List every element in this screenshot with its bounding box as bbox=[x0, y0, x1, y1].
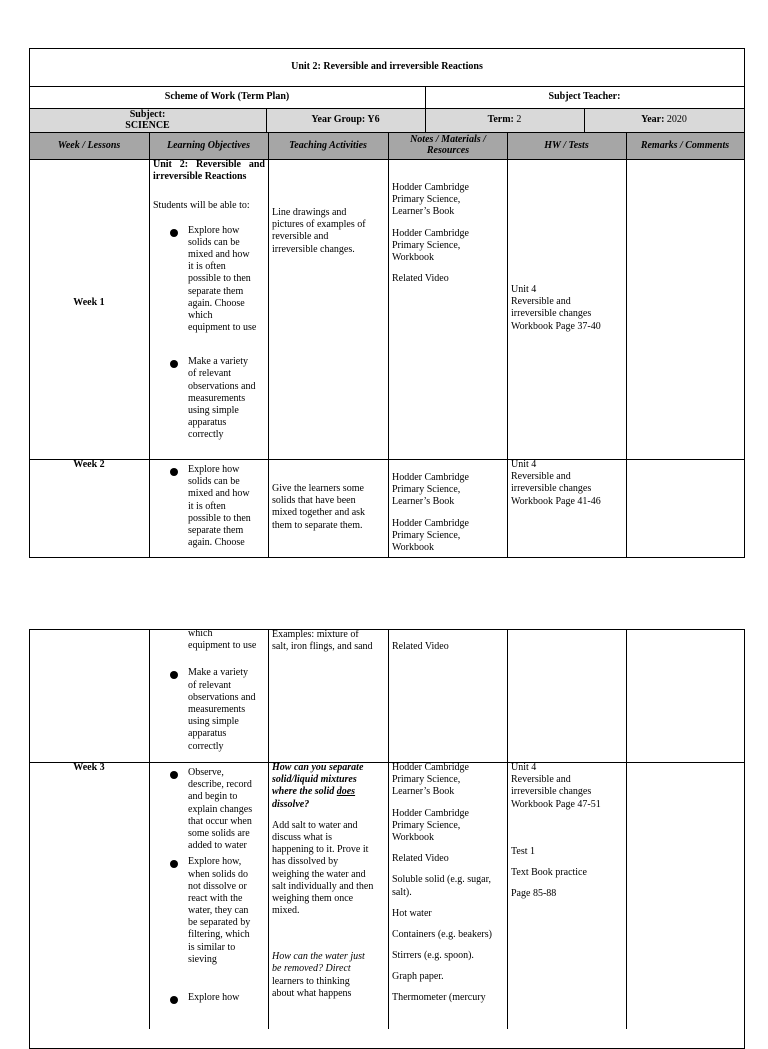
bullet-icon bbox=[170, 229, 178, 237]
test-label: Test 1 bbox=[511, 845, 536, 857]
row-rule bbox=[29, 86, 744, 87]
subject-teacher-label: Subject Teacher: bbox=[548, 91, 621, 102]
table-border bbox=[29, 629, 745, 1049]
col-rule bbox=[149, 629, 150, 1029]
scheme-label: Scheme of Work (Term Plan) bbox=[164, 91, 290, 102]
week-3-label: Week 3 bbox=[73, 762, 105, 773]
objective-bullet: Explore how solids can be mixed and how it is often possible to then separate them again. Choose bbox=[153, 464, 265, 549]
week-2-objectives-continued bbox=[153, 628, 265, 753]
term-cell: Term: 2 bbox=[487, 114, 522, 125]
activity-question-2: How can the water just be removed? Direct learners to thinking about what happens bbox=[272, 951, 365, 999]
week-3-homework: Unit 4 Reversible and irreversible changes Workbook Page 47-51 Test 1 Text Book practice Page 85-88 bbox=[511, 762, 621, 900]
pages-label: Page 85-88 bbox=[511, 888, 557, 900]
week-1-resources: Hodder Cambridge Primary Science, Learner’s Book Hodder Cambridge Primary Science, Workbook Related Video bbox=[392, 182, 469, 285]
row-rule bbox=[29, 132, 744, 133]
practice-label: Text Book practice bbox=[511, 866, 587, 878]
bullet-icon bbox=[170, 771, 178, 779]
col-rule bbox=[626, 132, 627, 558]
week-3-activity bbox=[272, 762, 384, 1000]
col-header-resources: Notes / Materials / Resources bbox=[410, 134, 486, 156]
col-rule bbox=[507, 629, 508, 1029]
bullet-icon bbox=[170, 860, 178, 868]
bullet-icon bbox=[170, 996, 178, 1004]
col-rule bbox=[626, 629, 627, 1029]
objective-bullet: Make a variety of relevant observations and measurements using simple apparatus correctly bbox=[153, 356, 265, 441]
col-rule bbox=[507, 132, 508, 558]
week-1-homework: Unit 4 Reversible and irreversible changes Workbook Page 37-40 bbox=[511, 284, 601, 332]
week-2-homework: Unit 4 Reversible and irreversible changes Workbook Page 41-46 bbox=[511, 459, 601, 507]
col-header-activities: Teaching Activities bbox=[289, 140, 367, 151]
year-group: Year Group: Y6 bbox=[311, 114, 380, 125]
objective-bullet: Explore how bbox=[153, 992, 265, 1004]
activity-description: Add salt to water and discuss what is happening to it. Prove it has dissolved by weighing the water and salt individually and then weighing them once mixed. bbox=[272, 819, 374, 917]
unit-heading: Unit 2: Reversible and irreversible Reactions bbox=[153, 159, 265, 183]
activity-question: How can you separate solid/liquid mixtures where the solid does dissolve? bbox=[272, 762, 364, 810]
col-rule bbox=[388, 132, 389, 558]
week-1-objectives bbox=[153, 159, 265, 442]
col-rule bbox=[268, 629, 269, 1029]
week-1-activity: Line drawings and pictures of examples of reversible and irreversible changes. bbox=[272, 207, 366, 255]
objective-bullet: Explore how solids can be mixed and how it is often possible to then separate them again. Choose which equipment to use bbox=[153, 225, 265, 335]
bullet-icon bbox=[170, 671, 178, 679]
col-header-hw: HW / Tests bbox=[544, 140, 589, 151]
week-2-label: Week 2 bbox=[73, 459, 105, 470]
week-3-resources: Hodder Cambridge Primary Science, Learner’s Book Hodder Cambridge Primary Science, Workbook Related Video Soluble solid (e.g. sugar, salt). Hot water Containers (e.g. beakers) Stirrers (e.g. spoon). Graph paper. Thermometer (mercury bbox=[392, 762, 492, 1004]
week-2-resources: Hodder Cambridge Primary Science, Learner’s Book Hodder Cambridge Primary Science, Workbook bbox=[392, 472, 469, 553]
col-rule bbox=[149, 132, 150, 558]
bullet-icon bbox=[170, 468, 178, 476]
objective-bullet: Make a variety of relevant observations and measurements using simple apparatus correctly bbox=[153, 667, 265, 752]
objective-bullet: Observe, describe, record and begin to explain changes that occur when some solids are added to water bbox=[153, 767, 265, 852]
year-cell: Year: 2020 bbox=[641, 114, 687, 125]
subject-cell: Subject: SCIENCE bbox=[125, 109, 170, 131]
row-rule bbox=[29, 159, 744, 160]
unit-title: Unit 2: Reversible and irreversible Reactions bbox=[291, 61, 483, 72]
col-header-objectives: Learning Objectives bbox=[166, 140, 251, 151]
objectives-intro: Students will be able to: bbox=[153, 200, 250, 212]
col-rule bbox=[388, 629, 389, 1029]
week-2-activity-continued: Examples: mixture of salt, iron flings, and sand bbox=[272, 629, 373, 653]
col-header-remarks: Remarks / Comments bbox=[640, 140, 730, 151]
week-3-objectives bbox=[153, 767, 265, 1004]
col-rule bbox=[268, 132, 269, 558]
week-2-objectives bbox=[153, 464, 265, 549]
week-2-activity: Give the learners some solids that have been mixed together and ask them to separate them. bbox=[272, 483, 366, 531]
objective-bullet: Explore how, when solids do not dissolve or react with the water, they can be separated by filtering, which is similar to sieving bbox=[153, 856, 265, 966]
bullet-icon bbox=[170, 360, 178, 368]
objective-bullet-continued: which equipment to use bbox=[188, 628, 257, 652]
col-header-week: Week / Lessons bbox=[57, 140, 121, 151]
week-2-resources-continued: Related Video bbox=[392, 641, 449, 652]
week-1-label: Week 1 bbox=[73, 297, 105, 308]
